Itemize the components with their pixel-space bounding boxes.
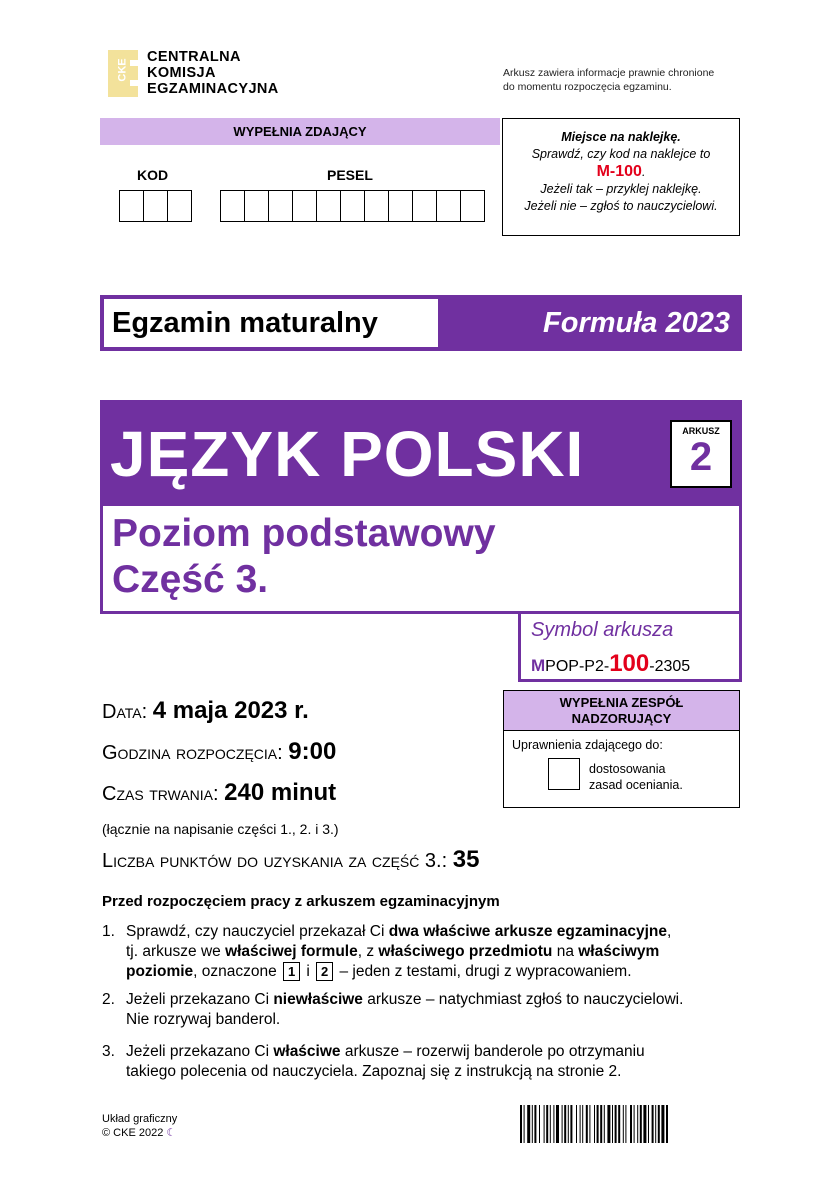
text-bold: niewłaściwe [273,991,363,1008]
pesel-digit-box[interactable] [269,191,293,221]
pesel-digit-box[interactable] [341,191,365,221]
pesel-digit-box[interactable] [317,191,341,221]
logo-line-2: KOMISJA [147,65,216,81]
footer-copyright: © CKE 2022 [102,1127,164,1139]
pesel-digit-box[interactable] [413,191,437,221]
symbol-code-highlight: 100 [609,650,650,677]
points-value: 35 [452,846,480,873]
text-span: tj. arkusze we [126,943,226,960]
footer [102,1112,177,1140]
exam-band [100,295,742,351]
text-bold: właściwej formule [225,943,358,960]
instruction-item-3 [102,1042,742,1082]
logo-line-3: EGZAMINACYJNA [147,81,279,97]
sticker-code: M-100 [596,163,642,180]
text-bold: właściwe [273,1043,341,1060]
subject-title: JĘZYK POLSKI [110,418,585,490]
instruction-item-2 [102,990,742,1030]
duration-line [102,779,336,807]
date-line [102,697,309,725]
text-span: , oznaczone [193,963,282,980]
subject-part: Część 3. [112,558,269,601]
symbol-code-mid: POP-P2- [545,658,610,675]
time-line [102,738,336,766]
supervisors-title [504,691,739,731]
date-value: 4 maja 2023 r. [152,697,309,724]
text-span: Jeżeli przekazano Ci [126,1043,274,1060]
text-span: i [302,963,315,980]
sheet-number-box-2: 2 [316,962,333,981]
legal-notice-line-1: Arkusz zawiera informacje prawnie chronione [503,67,715,79]
instruction-number: 1. [102,923,115,940]
text-span: arkusze – natychmiast zgłoś to nauczycielowi. [362,991,684,1008]
pesel-digit-box[interactable] [293,191,317,221]
points-label: Liczba punktów do uzyskania za część 3.: [102,850,448,872]
adjustment-label [589,761,683,793]
legal-notice [503,66,714,94]
sticker-line-4: Jeżeli nie – zgłoś to nauczycielowi. [524,199,718,213]
text-bold: właściwego przedmiotu [378,943,553,960]
kod-label: KOD [137,167,169,183]
text-bold: właściwym [578,943,660,960]
time-label: Godzina rozpoczęcia: [102,742,283,764]
text-span: Jeżeli przekazano Ci [126,991,274,1008]
cke-logo-mark [108,50,138,97]
arkusz-label: ARKUSZ [682,426,720,436]
kod-digit-box[interactable] [168,191,191,221]
exam-name: Egzamin maturalny [104,299,438,347]
symbol-label: Symbol arkusza [531,619,674,641]
sticker-placeholder [502,118,740,236]
time-value: 9:00 [288,738,337,765]
footer-line-1: Układ graficzny [102,1113,178,1125]
supervisors-title-line-2: NADZORUJĄCY [571,711,672,726]
sticker-line-3: Jeżeli tak – przyklej naklejkę. [540,182,702,196]
supervisors-text: Uprawnienia zdającego do: [512,738,663,752]
instruction-number: 3. [102,1043,115,1060]
adjustment-label-line-1: dostosowania [589,762,666,776]
points-line [102,846,479,874]
level-box [100,506,742,614]
symbol-code-suffix: -2305 [649,658,691,675]
kod-field[interactable] [119,190,192,222]
pesel-field[interactable] [220,190,485,222]
pesel-digit-box[interactable] [461,191,484,221]
adjustment-label-line-2: zasad oceniania. [589,778,683,792]
adjustment-checkbox[interactable] [548,758,580,790]
text-span: , z [357,943,379,960]
cke-logo-text [147,49,279,97]
pesel-digit-box[interactable] [221,191,245,221]
pesel-digit-box[interactable] [365,191,389,221]
date-label: Data: [102,701,148,723]
text-bold: dwa właściwe arkusze egzaminacyjne [388,923,668,940]
duration-label: Czas trwania: [102,783,219,805]
sticker-code-suffix: . [641,165,646,179]
footer-line-2 [102,1126,177,1140]
text-span: , [667,923,672,940]
logo-mark-text: CKE [116,58,129,82]
sheet-number-box-1: 1 [283,962,300,981]
candidate-section-title: WYPEŁNIA ZDAJĄCY [100,118,500,145]
duration-value: 240 minut [224,779,337,806]
legal-notice-line-2: do momentu rozpoczęcia egzaminu. [503,81,672,93]
sticker-line-1: Miejsce na naklejkę. [561,130,681,144]
symbol-code-prefix: M [531,656,546,675]
pesel-digit-box[interactable] [389,191,413,221]
subject-level: Poziom podstawowy [112,512,496,555]
text-span: na [552,943,579,960]
instruction-item-1 [102,922,742,982]
text-span: – jeden z testami, drugi z wypracowaniem. [335,963,632,980]
symbol-box [518,614,742,682]
kod-digit-box[interactable] [120,191,144,221]
instruction-number: 2. [102,991,115,1008]
instructions-heading: Przed rozpoczęciem pracy z arkuszem egzaminacyjnym [102,893,500,910]
subject-band [100,400,742,506]
logo-line-1: CENTRALNA [147,49,241,65]
kod-digit-box[interactable] [144,191,168,221]
text-span: arkusze – rozerwij banderole po otrzymaniu [340,1043,645,1060]
sticker-line-2: Sprawdź, czy kod na naklejce to [531,147,711,161]
text-span: takiego polecenia od nauczyciela. Zapoznaj się z instrukcją na stronie 2. [126,1063,622,1080]
supervisors-title-line-1: WYPEŁNIA ZESPÓŁ [559,695,684,710]
text-bold: poziomie [126,963,194,980]
pesel-digit-box[interactable] [437,191,461,221]
text-span: Sprawdź, czy nauczyciel przekazał Ci [126,923,389,940]
supervisors-box [503,690,740,808]
text-span: Nie rozrywaj banderol. [126,1011,281,1028]
pesel-digit-box[interactable] [245,191,269,221]
moon-icon: ☾ [166,1127,177,1139]
arkusz-number: 2 [689,435,713,479]
duration-note: (łącznie na napisanie części 1., 2. i 3.) [102,821,339,837]
barcode-image [520,1105,740,1143]
arkusz-box [670,420,732,488]
symbol-code [531,650,690,678]
exam-formula: Formuła 2023 [543,307,730,339]
pesel-label: PESEL [327,167,373,183]
